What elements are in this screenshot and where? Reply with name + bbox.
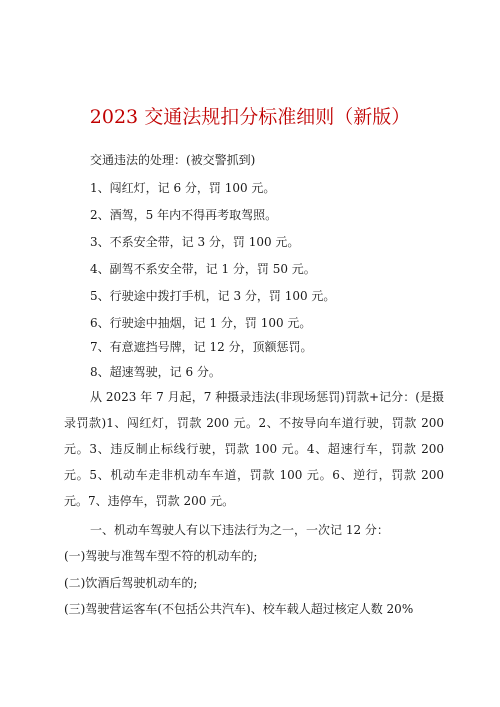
rule-item-6: 6、行驶途中抽烟，记 1 分，罚 100 元。 [90,316,312,330]
sub-item-3: (三)驾驶营运客车(不包括公共汽车)、校车载人超过核定人数 20% [64,602,414,616]
rule-item-1: 1、闯红灯，记 6 分，罚 100 元。 [90,181,276,195]
sub-item-1: (一)驾驶与准驾车型不符的机动车的; [64,549,258,563]
document-title: 2023 交通法规扣分标准细则（新版） [89,106,411,128]
sub-item-2: (二)饮酒后驾驶机动车的; [64,576,198,590]
rule-item-7: 7、有意遮挡号牌，记 12 分，顶额惩罚。 [90,340,313,354]
rule-item-8: 8、超速驾驶，记 6 分。 [90,365,221,379]
rule-item-5: 5、行驶途中拨打手机，记 3 分，罚 100 元。 [90,289,336,303]
intro-line: 交通违法的处理：(被交警抓到) [90,153,256,167]
section-heading: 一、机动车驾驶人有以下违法行为之一，一次记 12 分： [90,523,389,537]
rule-item-2: 2、酒驾，5 年内不得再考取驾照。 [90,208,278,222]
rule-item-4: 4、副驾不系安全带，记 1 分，罚 50 元。 [90,262,316,276]
rule-item-3: 3、不系安全带，记 3 分，罚 100 元。 [90,235,300,249]
camera-fines-paragraph: 从 2023 年 7 月起，7 种摄录违法(非现场惩罚)罚款+记分：(是摄录罚款)1、闯红灯，罚款 200 元。2、不按导向车道行驶，罚款 200 元。3、违反制止标线行驶，罚款 100 元。4、超速行车，罚款 200 元。5、机动车走非机动车车道，罚款 100 元。6、逆行，罚款 200 元。7、违停车，罚款 200 元。 [64,390,444,508]
